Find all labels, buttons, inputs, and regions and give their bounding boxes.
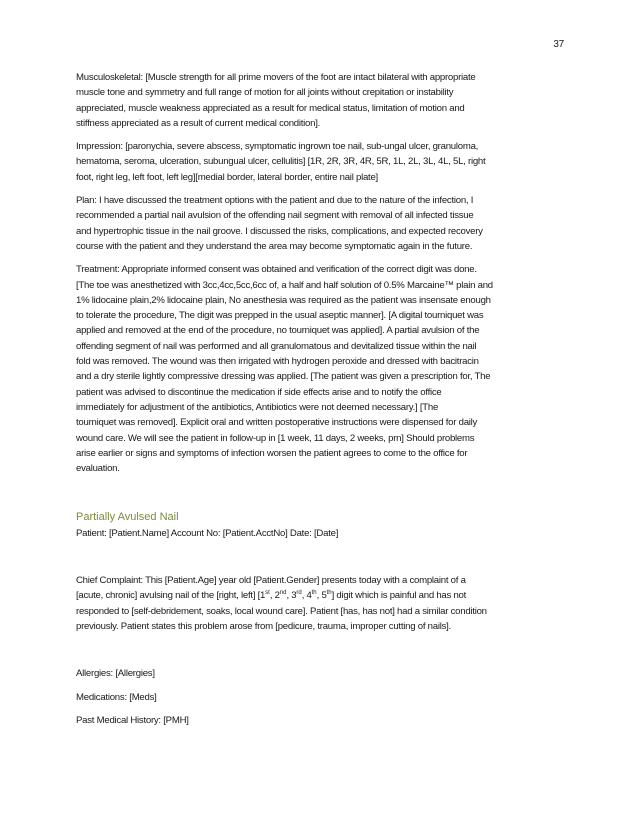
text-line: [The toe was anesthetized with 3cc,4cc,5cc,6cc of, a half and half solution of 0.5% Marcaine™ plain and <box>76 279 493 291</box>
text-line: tourniquet was removed]. Explicit oral and written postoperative instructions were dispensed for daily <box>76 417 478 429</box>
text-line: [acute, chronic] avulsing nail of the [right, left] [1st, 2nd, 3rd, 4th, 5th] digit which is painful and has not <box>76 590 467 602</box>
text-line: appreciated, muscle weakness appreciated as a result for medical status, limitation of motion and <box>76 102 465 114</box>
document-body <box>76 70 568 728</box>
impression-paragraph <box>76 139 568 185</box>
text-line: Patient: [Patient.Name] Account No: [Patient.AcctNo] Date: [Date] <box>76 527 339 539</box>
chief-complaint-paragraph <box>76 573 568 634</box>
allergies-line: Allergies: [Allergies] <box>76 668 155 680</box>
text-line: and a dry sterile lightly compressive dressing was applied. [The patient was given a prescription for, The <box>76 371 491 383</box>
text-line: to tolerate the procedure, The digit was prepped in the usual aseptic manner]. [A digital tourniquet was <box>76 310 484 322</box>
text-line: arise earlier or signs and symptoms of infection worsen the patient agrees to come to the office for <box>76 447 468 459</box>
text-line: 1% lidocaine plain,2% lidocaine plain, No anesthesia was required as the patient was insensate enough <box>76 294 491 306</box>
text-line: wound care. We will see the patient in follow-up in [1 week, 11 days, 2 weeks, prn] Should problems <box>76 432 475 444</box>
text-line: Chief Complaint: This [Patient.Age] year old [Patient.Gender] presents today with a complaint of a <box>76 575 466 587</box>
text-line: Musculoskeletal: [Muscle strength for all prime movers of the foot are intact bilateral with appropriate <box>76 72 476 83</box>
page-number: 37 <box>553 39 564 50</box>
text-line: Impression: [paronychia, severe abscess, symptomatic ingrown toe nail, sub-ungal ulcer, granuloma, <box>76 141 479 153</box>
plan-paragraph <box>76 193 568 254</box>
text-line: offending segment of nail was performed and all granulomatous and devitalized tissue within the nail <box>76 340 477 352</box>
text-line: evaluation. <box>76 463 120 475</box>
text-line: recommended a partial nail avulsion of the offending nail segment with removal of all infected tissue <box>76 210 474 222</box>
text-line: and hypertrophic tissue in the nail groove. I discussed the risks, complications, and expected recovery <box>76 225 483 237</box>
patient-line <box>76 526 568 541</box>
text-line: responded to [self-debridement, soaks, local wound care]. Patient [has, has not] had a similar condition <box>76 605 487 617</box>
text-line: stiffness appreciated as a result of current medical condition]. <box>76 117 321 129</box>
text-line: patient was advised to discontinue the medication if side effects arise and to notify the office <box>76 386 442 398</box>
text-line: previously. Patient states this problem arose from [pedicure, trauma, improper cutting of nails]. <box>76 620 451 632</box>
past-medical-history-line: Past Medical History: [PMH] <box>76 714 189 726</box>
musculoskeletal-paragraph <box>76 70 568 131</box>
text-line: course with the patient and they understand the area may become symptomatic again in the future. <box>76 240 473 252</box>
section-heading: Partially Avulsed Nail <box>76 511 179 524</box>
text-line: applied and removed at the end of the procedure, no tourniquet was applied]. A partial avulsion of the <box>76 325 480 337</box>
treatment-paragraph <box>76 262 568 476</box>
text-line: Treatment: Appropriate informed consent was obtained and verification of the correct digit was done. <box>76 264 477 276</box>
text-line: immediately for adjustment of the antibiotics, Antibiotics were not deemed necessary.] [The <box>76 401 439 413</box>
text-line: Plan: I have discussed the treatment options with the patient and due to the nature of the infection, I <box>76 195 474 207</box>
text-line: fold was removed. The wound was then irrigated with hydrogen peroxide and dressed with bacitracin <box>76 356 479 368</box>
text-line: muscle tone and symmetry and full range of motion for all joints without crepitation or instability <box>76 87 454 99</box>
medications-line: Medications: [Meds] <box>76 691 157 703</box>
text-line: foot, right leg, left foot, left leg][medial border, lateral border, entire nail plate] <box>76 171 378 183</box>
text-line: hematoma, seroma, ulceration, subungual ulcer, cellulitis] [1R, 2R, 3R, 4R, 5R, 1L, 2L, 3L, 4L, 5L, right <box>76 156 486 168</box>
